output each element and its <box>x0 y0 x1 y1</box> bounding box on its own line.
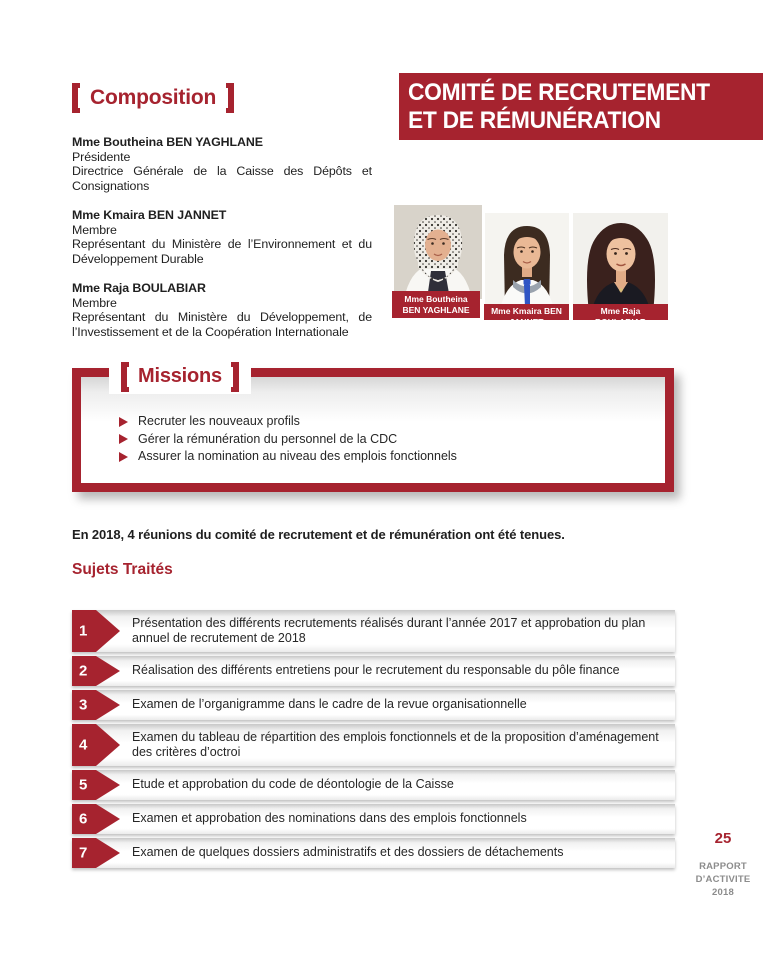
committee-title-banner <box>399 73 763 140</box>
member-item <box>72 208 372 266</box>
mission-text: Assurer la nomination au niveau des emplois fonctionnels <box>138 449 457 463</box>
triangle-bullet-icon <box>119 434 128 444</box>
photo-caption-boutheina <box>392 291 480 318</box>
mission-text: Recruter les nouveaux profils <box>138 414 300 428</box>
subject-row <box>72 804 675 834</box>
missions-list <box>119 413 665 466</box>
triangle-bullet-icon <box>119 452 128 462</box>
woman-auburn-hair-portrait <box>573 213 668 313</box>
subject-text: Présentation des différents recrutements réalisés durant l’année 2017 et approbation du plan annuel de recrutement de 2018 <box>132 615 646 645</box>
missions-heading-label: Missions <box>138 365 222 387</box>
report-label-line: RAPPORT <box>699 861 747 872</box>
bracket-right-icon <box>226 83 234 113</box>
subject-text: Examen de quelques dossiers administratifs et des dossiers de détachements <box>132 845 564 860</box>
woman-dark-hair-blue-tie-portrait <box>485 213 569 313</box>
bracket-right-icon <box>231 362 239 392</box>
committee-title-line2: ET DE RÉMUNÉRATION <box>408 107 661 134</box>
caption-line: Mme Boutheina <box>404 294 468 304</box>
mission-item <box>119 448 665 466</box>
caption-line: BEN YAGHLANE <box>402 304 470 315</box>
subjects-list <box>72 610 675 872</box>
member-name: Mme Raja BOULABIAR <box>72 281 206 295</box>
subject-row <box>72 770 675 800</box>
missions-box <box>72 365 674 492</box>
mission-item <box>119 431 665 449</box>
mission-item <box>119 413 665 431</box>
report-label-line: D’ACTIVITE <box>695 874 751 885</box>
report-label-line: 2018 <box>712 887 734 898</box>
subject-row <box>72 656 675 686</box>
subject-number: 2 <box>79 662 88 680</box>
subject-row <box>72 724 675 766</box>
subjects-heading: Sujets Traités <box>72 561 173 578</box>
subject-number: 3 <box>79 696 88 714</box>
bracket-left-icon <box>121 362 129 392</box>
triangle-bullet-icon <box>119 417 128 427</box>
caption-line: Mme Raja BOULABIAR <box>595 306 646 327</box>
subject-number: 6 <box>79 810 88 828</box>
committee-title-line1: COMITÉ DE RECRUTEMENT <box>408 79 710 106</box>
member-role: Membre <box>72 222 117 237</box>
member-description: Représentant du Ministère de l’Environnement et du Développement Durable <box>72 237 372 266</box>
subject-row <box>72 838 675 868</box>
composition-heading <box>72 83 234 113</box>
subject-row <box>72 610 675 652</box>
page-number: 25 <box>714 830 732 847</box>
subject-text: Examen et approbation des nominations dans des emplois fonctionnels <box>132 811 527 826</box>
photo-caption-raja <box>573 304 668 327</box>
member-photos-row <box>392 205 674 325</box>
member-name: Mme Boutheina BEN YAGHLANE <box>72 135 263 149</box>
subject-text: Réalisation des différents entretiens pour le recrutement du responsable du pôle finance <box>132 663 620 678</box>
subject-text: Examen de l’organigramme dans le cadre de la revue organisationnelle <box>132 697 527 712</box>
photo-boutheina-ben-yaghlane <box>394 205 482 299</box>
member-role: Membre <box>72 295 117 310</box>
subject-text: Examen du tableau de répartition des emplois fonctionnels et de la proposition d’aménagement des critères d’octroi <box>132 729 659 759</box>
caption-line: Mme Kmaira BEN JANNET <box>491 306 562 327</box>
member-item <box>72 281 372 339</box>
subject-row <box>72 690 675 720</box>
subject-number: 1 <box>79 622 88 640</box>
missions-heading <box>109 359 251 394</box>
subject-number: 7 <box>79 844 88 862</box>
report-title-label <box>685 860 761 899</box>
committee-members-list <box>72 135 372 354</box>
member-role: Présidente <box>72 149 131 164</box>
composition-heading-label: Composition <box>90 86 217 109</box>
meetings-summary-text: En 2018, 4 réunions du comité de recrutement et de rémunération ont été tenues. <box>72 527 565 542</box>
page-footer <box>685 830 761 899</box>
photo-kmaira-ben-jannet <box>485 213 569 313</box>
woman-headscarf-portrait <box>394 205 482 299</box>
photo-raja-boulabiar <box>573 213 668 313</box>
bracket-left-icon <box>72 83 80 113</box>
mission-text: Gérer la rémunération du personnel de la CDC <box>138 431 398 446</box>
subject-number: 5 <box>79 776 88 794</box>
subject-text: Etude et approbation du code de déontologie de la Caisse <box>132 777 454 792</box>
member-item <box>72 135 372 193</box>
member-description: Représentant du Ministère du Développement, de l’Investissement et de la Coopération Internationale <box>72 310 372 339</box>
member-name: Mme Kmaira BEN JANNET <box>72 208 227 222</box>
photo-caption-kmaira <box>484 304 569 327</box>
member-description: Directrice Générale de la Caisse des Dépôts et Consignations <box>72 164 372 193</box>
subject-number: 4 <box>79 736 88 754</box>
